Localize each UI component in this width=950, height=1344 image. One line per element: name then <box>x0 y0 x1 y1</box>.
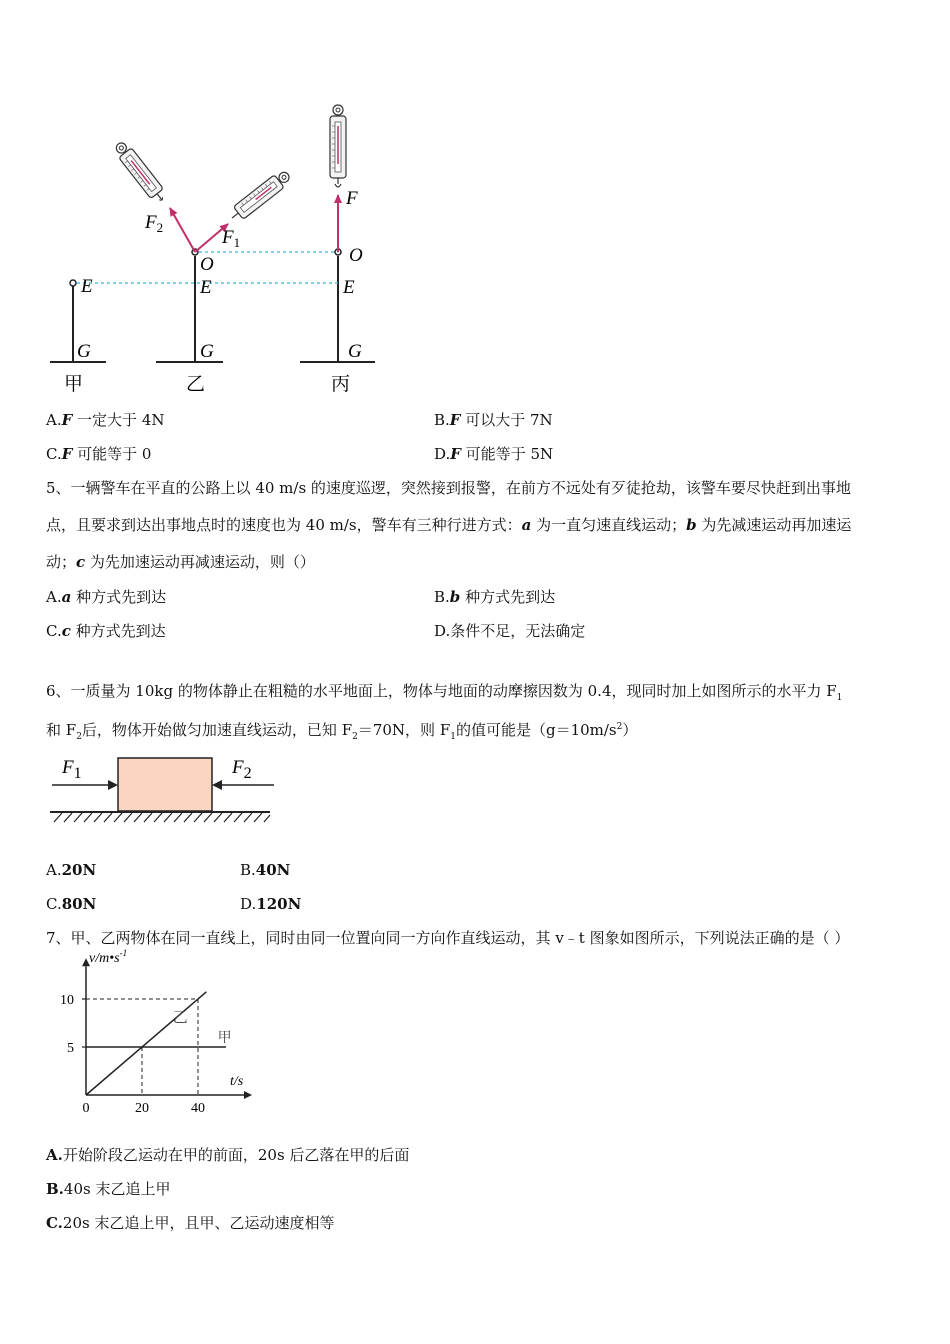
label-g-yi: G <box>200 341 214 362</box>
vt-chart <box>46 948 276 1120</box>
y-tick-label: 5 <box>67 1041 74 1056</box>
q6-option-d[interactable]: D.120N <box>240 895 302 913</box>
q6-option-c[interactable]: C.80N <box>46 895 97 913</box>
q6-option-a[interactable]: A.20N <box>46 861 97 879</box>
q6-block-figure <box>46 745 276 825</box>
x-tick-label: 40 <box>191 1101 205 1116</box>
x-tick-label: 0 <box>82 1101 90 1116</box>
q5-stem-line3: 动；c 为先加速运动再减速运动，则（） <box>46 553 315 571</box>
y-tick-label: 10 <box>60 993 74 1008</box>
q5-option-b[interactable]: B.b 种方式先到达 <box>434 588 556 606</box>
q7-stem: 7、甲、乙两物体在同一直线上，同时由同一位置向同一方向作直线运动，其 v﹣t 图象如图所示，下列说法正确的是（ ） <box>46 929 850 947</box>
point-e-jia <box>70 280 76 286</box>
q6-option-b[interactable]: B.40N <box>240 861 291 879</box>
label-o-yi: O <box>200 254 214 275</box>
series-label-jia: 甲 <box>217 1031 232 1046</box>
series-line-yi <box>86 992 206 1095</box>
label-f2: $F_2$ <box>145 212 164 235</box>
spring-scale-f1 <box>227 168 293 224</box>
label-yi: 乙 <box>186 374 206 395</box>
label-f2: $F_2$ <box>232 757 252 782</box>
y-axis-label: $v/m•s^{-1}$ <box>89 948 128 967</box>
label-g-bing: G <box>348 341 362 362</box>
arrowhead-f2 <box>212 780 222 790</box>
q6-stem-line1: 6、一质量为 10kg 的物体静止在粗糙的水平地面上，物体与地面的动摩擦因数为 0.4，现同时加上如图所示的水平力 $F_1$ <box>46 682 843 703</box>
q4-option-a[interactable]: A.F 一定大于 4N <box>46 411 165 429</box>
label-g-jia: G <box>77 341 91 362</box>
force-f2-arrow <box>170 208 195 252</box>
x-tick-label: 20 <box>135 1101 149 1116</box>
label-f1: $F_1$ <box>62 757 82 782</box>
q4-option-c[interactable]: C.F 可能等于 0 <box>46 445 152 463</box>
spring-scale-f <box>330 105 346 187</box>
q7-option-a[interactable]: A.开始阶段乙运动在甲的前面，20s 后乙落在甲的后面 <box>46 1146 410 1164</box>
q5-option-d[interactable]: D.条件不足，无法确定 <box>434 622 586 640</box>
label-jia: 甲 <box>64 374 84 395</box>
label-e-jia: E <box>81 276 93 297</box>
x-axis-label: t/s <box>230 1074 244 1089</box>
label-f: F <box>346 188 358 209</box>
spring-scale-f2 <box>112 139 168 205</box>
label-e-bing: E <box>343 277 355 298</box>
q4-option-b[interactable]: B.F 可以大于 7N <box>434 411 553 429</box>
q5-option-c[interactable]: C.c 种方式先到达 <box>46 622 166 640</box>
q7-option-b[interactable]: B.40s 末乙追上甲 <box>46 1180 171 1198</box>
series-label-yi: 乙 <box>172 1010 188 1027</box>
q5-stem-line2: 点，且要求到达出事地点时的速度也为 40 m/s，警车有三种行进方式：a 为一直匀速直线运动；b 为先减速运动再加速运 <box>46 516 852 534</box>
label-e-yi: E <box>200 277 212 298</box>
label-f1: $F_1$ <box>222 227 241 250</box>
q4-option-d[interactable]: D.F 可能等于 5N <box>434 445 554 463</box>
q7-option-c[interactable]: C.20s 末乙追上甲，且甲、乙运动速度相等 <box>46 1214 335 1232</box>
q5-option-a[interactable]: A.a 种方式先到达 <box>46 588 167 606</box>
label-o-bing: O <box>349 245 363 266</box>
x-axis-arrow <box>244 1091 252 1099</box>
arrowhead-f1 <box>108 780 118 790</box>
ground-hatch <box>54 813 270 822</box>
q6-stem-line2: 和 $F_2$后，物体开始做匀加速直线运动，已知 $F_2=70N$，则 $F_1$的值可能是$(g=10m/s^2)$ <box>46 721 638 742</box>
spring-scale-figure <box>40 100 400 400</box>
q5-stem-line1: 5、一辆警车在平直的公路上以 40 m/s 的速度巡逻，突然接到报警，在前方不远处有歹徒抢劫，该警车要尽快赶到出事地 <box>46 479 851 497</box>
label-bing: 丙 <box>331 374 351 395</box>
block <box>118 758 212 811</box>
